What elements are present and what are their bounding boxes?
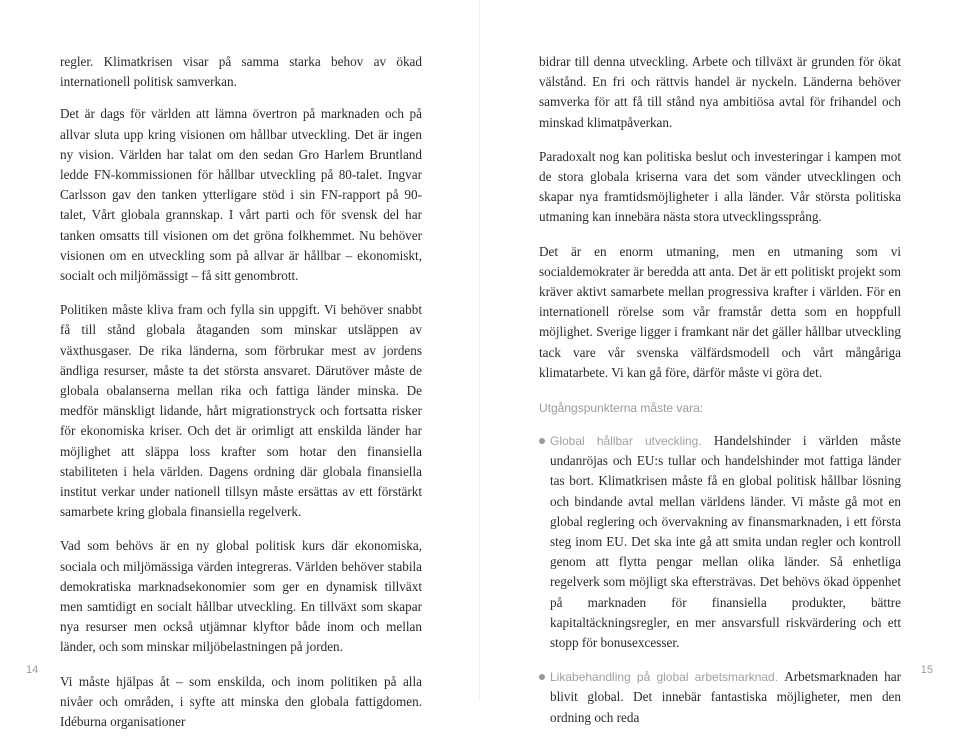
- bullet-title: Global hållbar utveckling.: [550, 434, 714, 449]
- section-subheading: Utgångspunkterna måste vara:: [539, 401, 704, 416]
- right-text-column: [539, 52, 901, 742]
- right-page: [480, 0, 959, 725]
- bullet-text: Arbetsmarknaden har blivit global. Det innebär fantastiska möjligheter, men den ordning och reda: [550, 669, 901, 725]
- left-paragraph-2: Det är dags för världen att lämna övertron på marknaden och på allvar sluta upp kring visionen om hållbar utveckling. Det är ingen ny vision. Världen har talat om den sedan Gro Harlem Bruntland ledde FN-kommissionen för hållbar utveckling på 80-talet. Ingvar Carlsson gav den tanken ytterligare stöd i sin FN-rapport på 90-talet, Vårt globala grannskap. I vårt parti och för svensk del har tanken omsatts till visionen om det gröna folkhemmet. Nu behöver visionen om en utveckling som på allvar är hållbar – ekonomiskt, socialt och miljömässigt – få sitt genombrott.: [60, 106, 422, 284]
- bullet-dot-icon: [539, 438, 545, 444]
- bullet-item: [539, 431, 901, 653]
- left-page: [0, 0, 479, 730]
- bullet-item: [539, 667, 901, 728]
- right-paragraph-1: bidrar till denna utveckling. Arbete och tillväxt är grunden för ökat välstånd. En fri och rättvis handel är nyckeln. Länderna behöver samverka för att få till stånd nya ambitiösa avtal för frihandel och minskad klimatpåverkan.: [539, 54, 901, 130]
- left-paragraph-1: regler. Klimatkrisen visar på samma starka behov av ökad internationell politisk samverkan.: [60, 54, 422, 90]
- bullet-text: Handelshinder i världen måste undanröjas och EU:s tullar och handelshinder mot fattiga länder tas bort. Klimatkrisen måste få en global politisk hållbar lösning och bindande avtal mellan världens länder. Vi måste gå mot en global reglering och övervakning av finansmarknaden, i ett första steg inom EU. Det ska inte gå att smita undan regler och kontroll genom att flytta pengar mellan olika länder. Så enhetliga regelverk som möjligt ska eftersträvas. Det behövs ökad öppenhet på marknaden för finansiella produkter, bättre kapitaltäckningsregler, en mer ansvarsfull riskvärdering och ett stopp för bonusexcesser.: [550, 433, 901, 651]
- bullet-title: Likabehandling på global arbetsmarknad.: [550, 670, 785, 685]
- bullet-dot-icon: [539, 674, 545, 680]
- left-paragraph-3: Politiken måste kliva fram och fylla sin uppgift. Vi behöver snabbt få till stånd globala åtaganden som minskar utsläppen av växthusgaser. De rika länderna, som förbrukar mest av jordens ändliga resurser, måste ta det största ansvaret. Därutöver måste de globala obalanserna mellan rika och fattiga länder minska. De medför mänskligt lidande, hårt migrationstryck och fortsatta risker för ekonomiska kriser. Och det är orimligt att enskilda länder har möjlighet att släppa loss krafter som hotar den finansiella stabiliteten i hela världen. Dagens ordning där globala finansiella institut verkar under nationell tillsyn måste ersättas av ett förstärkt samarbete kring globala finansiella regelverk.: [60, 302, 422, 520]
- left-text-column: [60, 52, 422, 746]
- right-paragraph-2: Paradoxalt nog kan politiska beslut och investeringar i kampen mot de stora globala kriserna vara det som vänder utvecklingen och skapar nya framtidsmöjligheter i alla länder. Vår största politiska utmaning kan innebära nästa stora utvecklingssprång.: [539, 148, 901, 225]
- left-paragraph-5: Vi måste hjälpas åt – som enskilda, och inom politiken på alla nivåer och områden, i syfte att minska den globala fattigdomen. Idéburna organisationer: [60, 673, 422, 730]
- page-number-right: 15: [920, 664, 933, 676]
- right-paragraph-3: Det är en enorm utmaning, men en utmaning som vi socialdemokrater är beredda att anta. Det är ett politiskt projekt som kräver aktivt samarbete mellan progressiva krafter i världen. För en internationell rörelse som vår framstår detta som en hoppfull möjlighet. Sverige ligger i framkant när det gäller hållbar utveckling tack vare vår svenska välfärdsmodell och vårt mångåriga klimatarbete. Vi kan gå före, därför måste vi göra det.: [539, 243, 901, 380]
- left-paragraph-4: Vad som behövs är en ny global politisk kurs där ekonomiska, sociala och miljömässiga värden integreras. Världen behöver stabila demokratiska marknadsekonomier som ger en dynamisk tillväxt men samtidigt en socialt hållbar utveckling. En tillväxt som skapar nya resurser men också utjämnar klyftor både inom och mellan länder, och som minskar miljöbelastningen på jorden.: [60, 538, 422, 655]
- page-number-left: 14: [26, 664, 39, 676]
